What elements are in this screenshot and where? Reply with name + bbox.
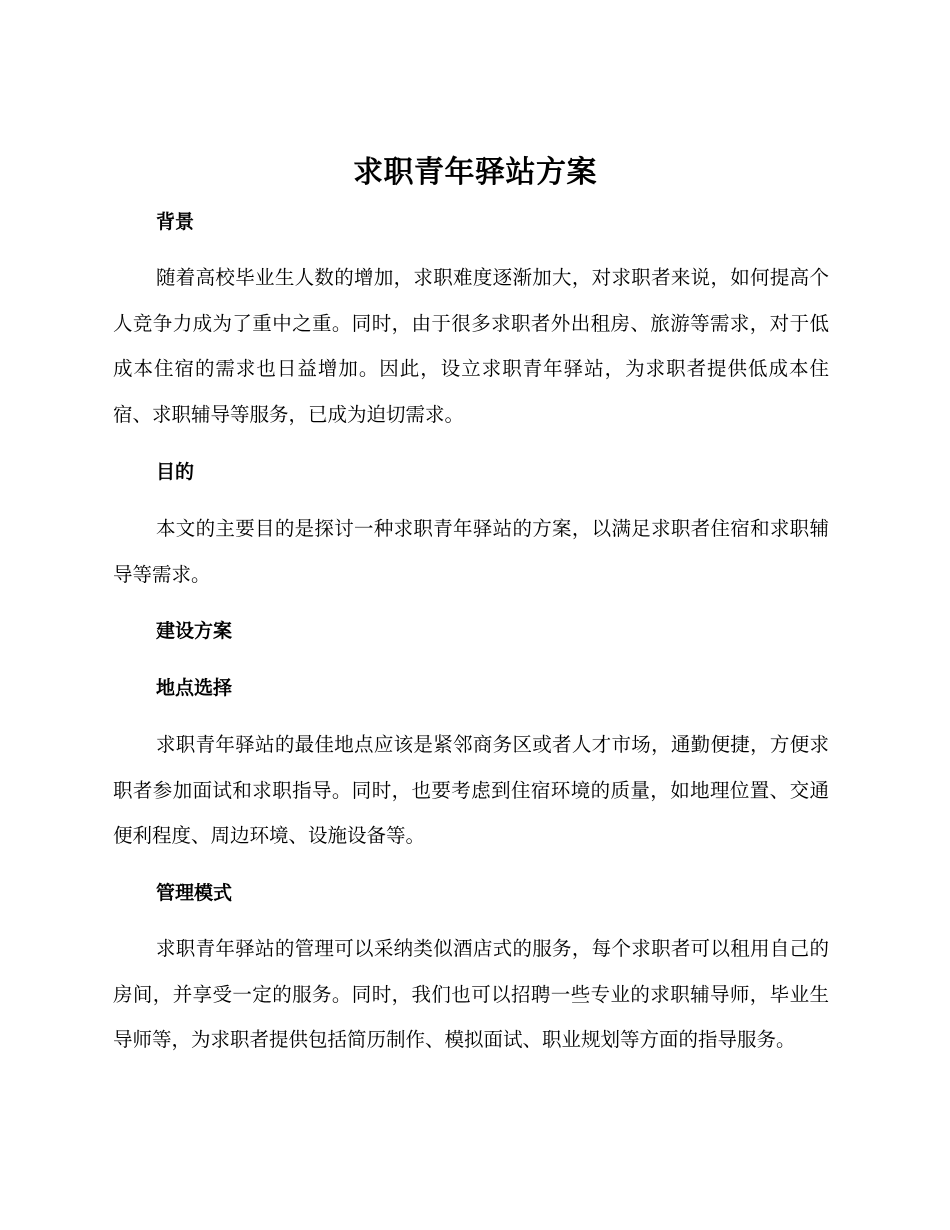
- section-heading-location: 地点选择: [156, 677, 233, 699]
- section-heading-construction-plan: 建设方案: [156, 620, 233, 642]
- section-heading-background: 背景: [156, 211, 195, 233]
- section-body-background: 随着高校毕业生人数的增加，求职难度逐渐加大，对求职者来说，如何提高个人竞争力成为了重中之重。同时，由于很多求职者外出租房、旅游等需求，对于低成本住宿的需求也日益增加。因此，设立求职青年驿站，为求职者提供低成本住宿、求职辅导等服务，已成为迫切需求。: [113, 266, 829, 426]
- section-body-management: 求职青年驿站的管理可以采纳类似酒店式的服务，每个求职者可以租用自己的房间，并享受一定的服务。同时，我们也可以招聘一些专业的求职辅导师，毕业生导师等，为求职者提供包括简历制作、模拟面试、职业规划等方面的指导服务。: [113, 937, 829, 1051]
- section-body-purpose: 本文的主要目的是探讨一种求职青年驿站的方案，以满足求职者住宿和求职辅导等需求。: [113, 517, 829, 586]
- section-heading-purpose: 目的: [156, 461, 195, 483]
- section-heading-management: 管理模式: [156, 882, 233, 904]
- section-body-location: 求职青年驿站的最佳地点应该是紧邻商务区或者人才市场，通勤便捷，方便求职者参加面试和求职指导。同时，也要考虑到住宿环境的质量，如地理位置、交通便利程度、周边环境、设施设备等。: [113, 733, 829, 847]
- document-title: 求职青年驿站方案: [353, 155, 597, 190]
